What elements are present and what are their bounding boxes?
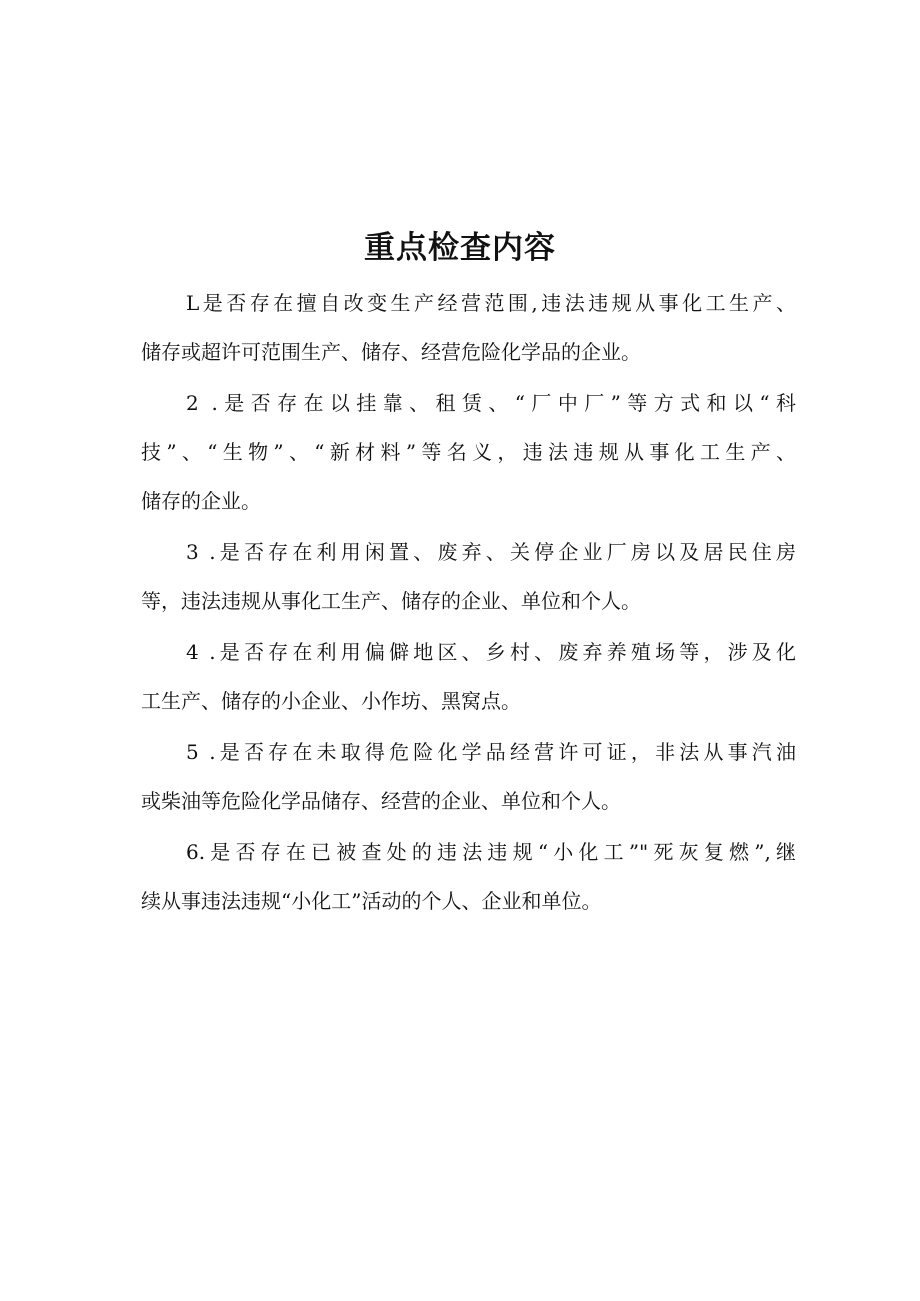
paragraph-item-2	[141, 379, 796, 526]
paragraph-line: 3 .是否存在利用闲置、废弃、关停企业厂房以及居民住房	[186, 540, 796, 564]
paragraph-item-4	[141, 628, 796, 726]
paragraph-line: 技”、“生物”、“新材料”等名义，违法违规从事化工生产、	[141, 440, 796, 464]
paragraph-line: L是否存在擅自改变生产经营范围,违法违规从事化工生产、	[186, 291, 796, 315]
document-body	[141, 279, 796, 928]
paragraph-item-3	[141, 528, 796, 626]
paragraph-line: 6.是否存在已被查处的违法违规“小化工”"死灰复燃”,继	[186, 840, 796, 864]
paragraph-line: 2 .是否存在以挂靠、租赁、“厂中厂”等方式和以“科	[186, 391, 796, 415]
paragraph-line: 储存的企业。	[141, 489, 261, 513]
paragraph-line: 储存或超许可范围生产、储存、经营危险化学品的企业。	[141, 340, 641, 364]
paragraph-line: 4 .是否存在利用偏僻地区、乡村、废弃养殖场等，涉及化	[186, 640, 796, 664]
paragraph-line: 5 .是否存在未取得危险化学品经营许可证，非法从事汽油	[186, 740, 796, 764]
paragraph-item-6	[141, 828, 796, 926]
paragraph-line: 工生产、储存的小企业、小作坊、黑窝点。	[141, 689, 521, 713]
paragraph-line: 等，违法违规从事化工生产、储存的企业、单位和个人。	[141, 589, 641, 613]
paragraph-line: 续从事违法违规“小化工”活动的个人、企业和单位。	[141, 889, 602, 913]
paragraph-item-1	[141, 279, 796, 377]
paragraph-line: 或柴油等危险化学品储存、经营的企业、单位和个人。	[141, 789, 621, 813]
paragraph-item-5	[141, 728, 796, 826]
page-title: 重点检查内容	[364, 230, 556, 266]
